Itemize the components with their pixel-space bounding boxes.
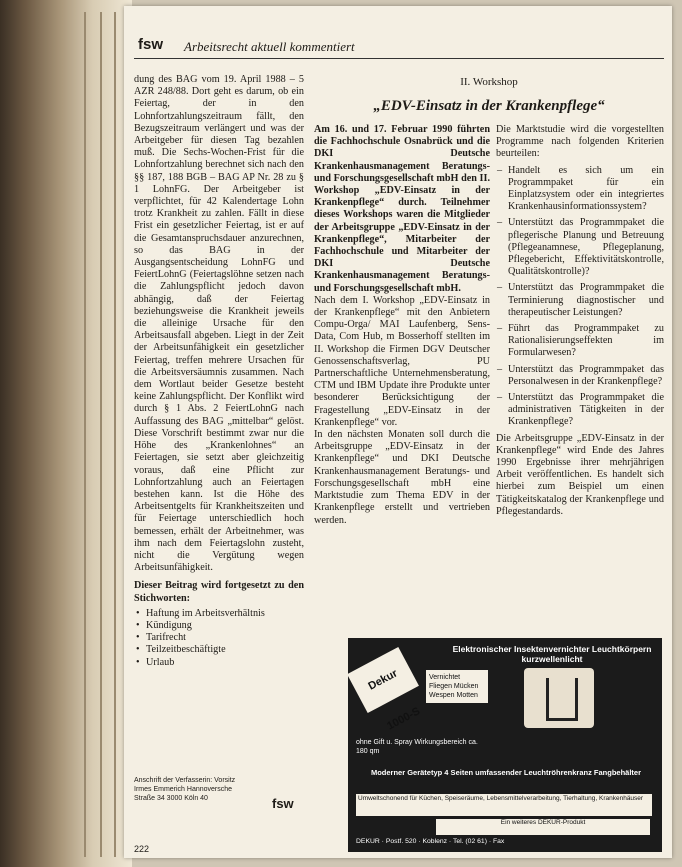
list-item: • Teilzeitbeschäftigte	[134, 644, 304, 656]
body-text: In den nächsten Monaten soll durch die Arbeitsgruppe „EDV-Einsatz in der Krankenpflege“ und DKI Deutsche Krankenhausmanagement Beratungs- und Forschungsgesellschaft mbH eine Marktstudie zum Thema EDV in der Krankenpflege erstellt und vertrieben werden.	[314, 429, 490, 526]
continuation-note: Dieser Beitrag wird fortgesetzt zu den Stichworten:	[134, 580, 304, 604]
journal-page	[124, 6, 672, 858]
criteria-list	[496, 165, 664, 429]
ad-text: Moderner Gerätetyp 4 Seiten umfassender Leuchtröhrenkranz Fangbehälter	[370, 768, 642, 777]
page-header	[134, 36, 664, 59]
ad-badge: Dekur 1000-S	[348, 647, 419, 713]
list-item: • Tarifrecht	[134, 632, 304, 644]
column-left	[134, 74, 304, 669]
list-item: • Urlaub	[134, 657, 304, 669]
list-item: – Unterstützt das Programmpaket die Terminierung diagnostischer und therapeutischer Leistungen?	[496, 282, 664, 319]
book-binding	[0, 0, 132, 867]
page-edge	[84, 12, 86, 857]
list-item: – Unterstützt das Programmpaket die pflegerische Planung und Betreuung (Pflegeanamnese, Pflegeplanung, Pflegebericht, Effektivitätskontrolle, Qualitätskontrolle)?	[496, 217, 664, 278]
list-item: – Handelt es sich um ein Programmpaket für ein Einplatzsystem oder ein integriertes Krankenhausinformationssystem?	[496, 165, 664, 214]
list-item: • Haftung im Arbeitsverhältnis	[134, 608, 304, 620]
list-item: – Führt das Programmpaket zu Rationalisierungseffekten im Formularwesen?	[496, 323, 664, 360]
article-title: „EDV-Einsatz in der Krankenpflege“	[373, 98, 605, 114]
topic-list	[134, 608, 304, 669]
body-text: Die Arbeitsgruppe „EDV-Einsatz in der Krankenpflege“ wird Ende des Jahres 1990 Ergebnisse ihrer mehrjährigen Arbeit veröffentlichen. Es handelt sich hierbei zum Beispiel um einen Tätigkeitskatalog der Krankenpflege und Pflegestandards.	[496, 432, 664, 517]
ad-list: Vernichtet Fliegen Mücken Wespen Motten	[426, 670, 488, 703]
column-middle	[314, 124, 490, 527]
body-text: dung des BAG vom 19. April 1988 – 5 AZR 248/88. Dort geht es darum, ob ein Feiertag, der in den Lohnfortzahlungszeitraum fällt, den Bezugszeitraum verlängert und was der Arbeitgeber für diesen Tag bezahlen muß. Die Sechs-Wochen-Frist für die Lohnfortzahlung berechnet sich nach den §§ 187, 188 BGB – BAG AP Nr. 28 zu § 1 LohnFG. Der Arbeitgeber ist verpflichtet, für 42 Kalendertage Lohn trotz Krankheit zu zahlen. Fällt in diese Frist ein gesetzlicher Feiertag, ist er auf die Gesamtanspruchsdauer anzurechnen, so das BAG in der Ausgangsentscheidung LohnFG und FeiertLohnG (Feiertagslöhne setzen nach die Zahlungspflicht jedoch davon abhängig, daß der Feiertag beziehungsweise die Krankheit jeweils die alleinige Ursache für den Arbeitsausfall abgeben. Liegt in der Zeit der Arbeitsunfähigkeit ein gesetzlicher Feiertag, treffen mehrere Ursachen für die Arbeitsversäumnis zusammen. Nach dem Wortlaut beider Gesetze besteht keine Zahlungspflicht. Der Konflikt wird durch § 1 Abs. 2 FeiertLohnG nach Auffassung des BAG „mittelbar“ gelöst. Diese Vorschrift bestimmt zwar nur die Höhe des „Krankenlohnes“ an Feiertagen, sie setzt aber gleichzeitig voraus, daß eine Pflicht zur Lohnfortzahlung auch an Feiertagen bestehen kann. Ist die Höhe des Arbeitsentgelts für Krankheitszeiten und für Feiertage unterschiedlich hoch bemessen, erhält der Arbeitnehmer, was ihm nach dem Feiertagslohn zusteht, nicht die Vergütung wegen Arbeitsunfähigkeit.	[134, 74, 304, 574]
body-text: Nach dem I. Workshop „EDV-Einsatz in der Krankenpflege“ mit den Anbietern Compu-Orga/ MAI Laufenberg, Sens-Data, Com Hub, m Bosserhoff stellten im II. Workshop die Firmen DGV Deutscher Genossenschaftsverlag, PU Partnerschaftliche Unternehmensberatung, CTM und IBM Update ihre Produkte unter besonderer Berücksichtigung der Fragestellung „EDV-Einsatz in der Krankenpflege“ vor.	[314, 294, 490, 428]
ad-box: Ein weiteres DEKUR-Produkt	[436, 819, 650, 835]
footer-logo: fsw	[272, 796, 294, 811]
column-right	[496, 124, 664, 518]
ad-text: ohne Gift u. Spray Wirkungsbereich ca. 180 qm	[356, 739, 478, 755]
ad-contact: DEKUR · Postf. 520 · Koblenz · Tel. (02 61) · Fax	[356, 838, 505, 845]
page-number: 222	[134, 844, 150, 854]
advertisement	[348, 638, 662, 852]
section-title: Arbeitsrecht aktuell kommentiert	[184, 39, 355, 54]
insect-trap-image	[524, 668, 594, 728]
ad-box: Umweltschonend für Küchen, Speiseräume, Lebensmittelverarbeitung, Tierhaltung, Krankenhäuser	[356, 794, 652, 816]
author-address: Anschrift der Verfasserin: Vorsitz Irmes Emmerich Hannoversche Straße 34 3000 Köln 40	[134, 777, 236, 802]
page-edge	[100, 12, 102, 857]
page-edge	[114, 12, 116, 857]
list-item: – Unterstützt das Programmpaket das Personalwesen in der Krankenpflege?	[496, 364, 664, 388]
body-text: Die Marktstudie wird die vorgestellten Programme nach folgenden Kriterien beurteilen:	[496, 124, 664, 160]
lead-paragraph: Am 16. und 17. Februar 1990 führten die Fachhochschule Osnabrück und die DKI Deutsche Krankenhausmanagement Beratungs- und Forschungsgesellschaft mbH den II. Workshop „EDV-Einsatz in der Krankenpflege“ durch. Teilnehmer dieses Workshops waren die Mitglieder der Arbeitsgruppe „EDV-Einsatz in der Krankenpflege“, Mitarbeiter der Fachhochschule und Mitarbeiter der DKI Deutsche Krankenhausmanagement Beratungs- und Forschungsgesellschaft mbH.	[314, 124, 490, 294]
list-item: • Kündigung	[134, 620, 304, 632]
list-item: – Unterstützt das Programmpaket die administrativen Tätigkeiten in der Krankenpflege?	[496, 392, 664, 429]
ad-title: Elektronischer Insektenvernichter Leuchtkörpern kurzwellenlicht	[452, 644, 652, 664]
journal-logo: fsw	[138, 36, 164, 53]
workshop-label: II. Workshop	[460, 76, 518, 88]
